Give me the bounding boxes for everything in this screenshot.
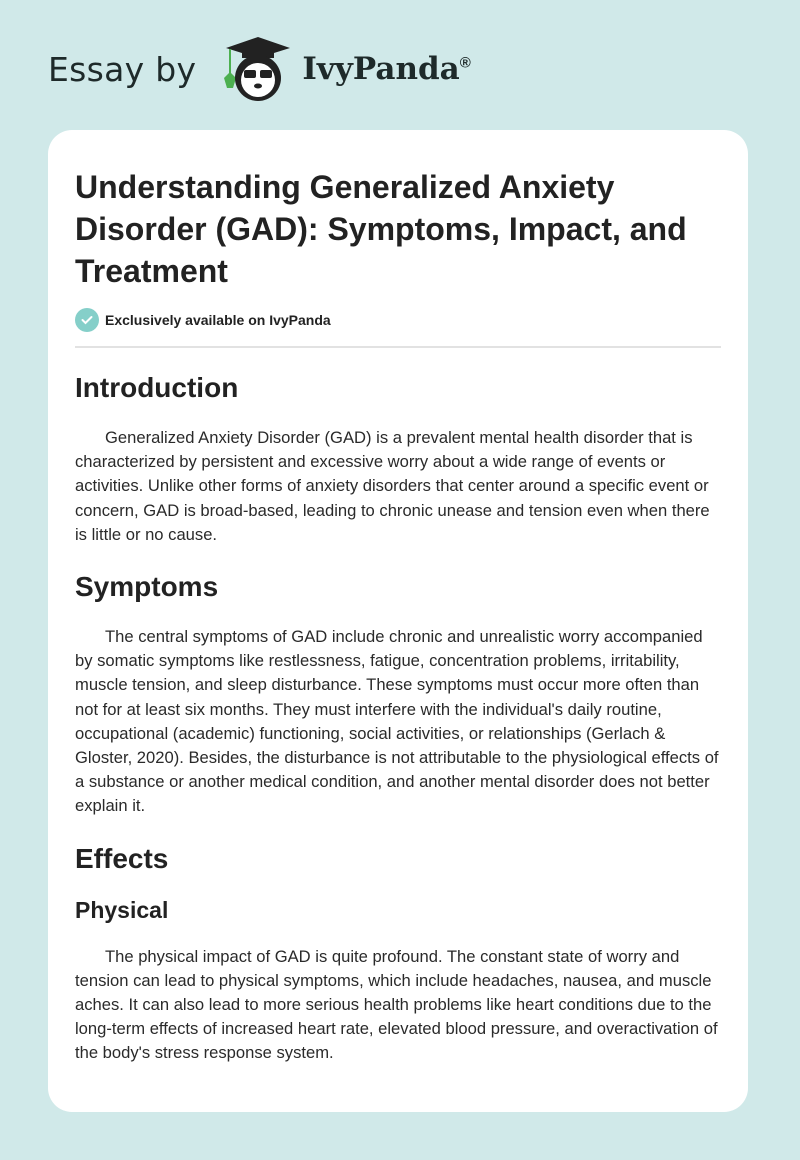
check-icon (75, 308, 99, 332)
divider (75, 346, 721, 348)
paragraph-introduction: Generalized Anxiety Disorder (GAD) is a prevalent mental health disorder that is characterized by persistent and excessive worry about a wide range of events or activities. Unlike other forms of anxiety disorders that center around a specific event or concern, GAD is broad-based, leading to chronic unease and tension even when there is little or no cause. (75, 428, 710, 544)
site-header (48, 34, 471, 104)
section-heading-symptoms: Symptoms (75, 571, 219, 603)
registered-mark: ® (459, 54, 471, 72)
essay-title: Understanding Generalized Anxiety Disorder (GAD): Symptoms, Impact, and Treatment (75, 169, 687, 289)
brand-name (302, 51, 470, 87)
badge-text: Exclusively available on IvyPanda (105, 312, 331, 328)
subheading-physical: Physical (75, 896, 169, 923)
ivypanda-logo-icon (216, 34, 298, 104)
brand-text: IvyPanda (302, 51, 460, 87)
section-heading-effects: Effects (75, 842, 169, 874)
essay-card (48, 130, 748, 1112)
essay-by-label: Essay by (48, 49, 197, 89)
paragraph-symptoms: The central symptoms of GAD include chronic and unrealistic worry accompanied by somatic symptoms like restlessness, fatigue, concentration problems, irritability, muscle tension, and sleep disturbance. These symptoms must occur more often than not for at least six months. They must interfere with the individual's daily routine, occupational (academic) functioning, social activities, or relationships (Gerlach & Gloster, 2020). Besides, the disturbance is not attributable to the physiological effects of a substance or another medical condition, and another mental disorder does not better explain it. (75, 627, 719, 816)
exclusive-badge (75, 308, 721, 332)
section-heading-introduction: Introduction (75, 372, 239, 403)
paragraph-physical: The physical impact of GAD is quite profound. The constant state of worry and tension can lead to physical symptoms, which include headaches, nausea, and muscle aches. It can also lead to more serious health problems like heart conditions due to the long-term effects of increased heart rate, elevated blood pressure, and overactivation of the body's stress response system. (75, 946, 718, 1063)
